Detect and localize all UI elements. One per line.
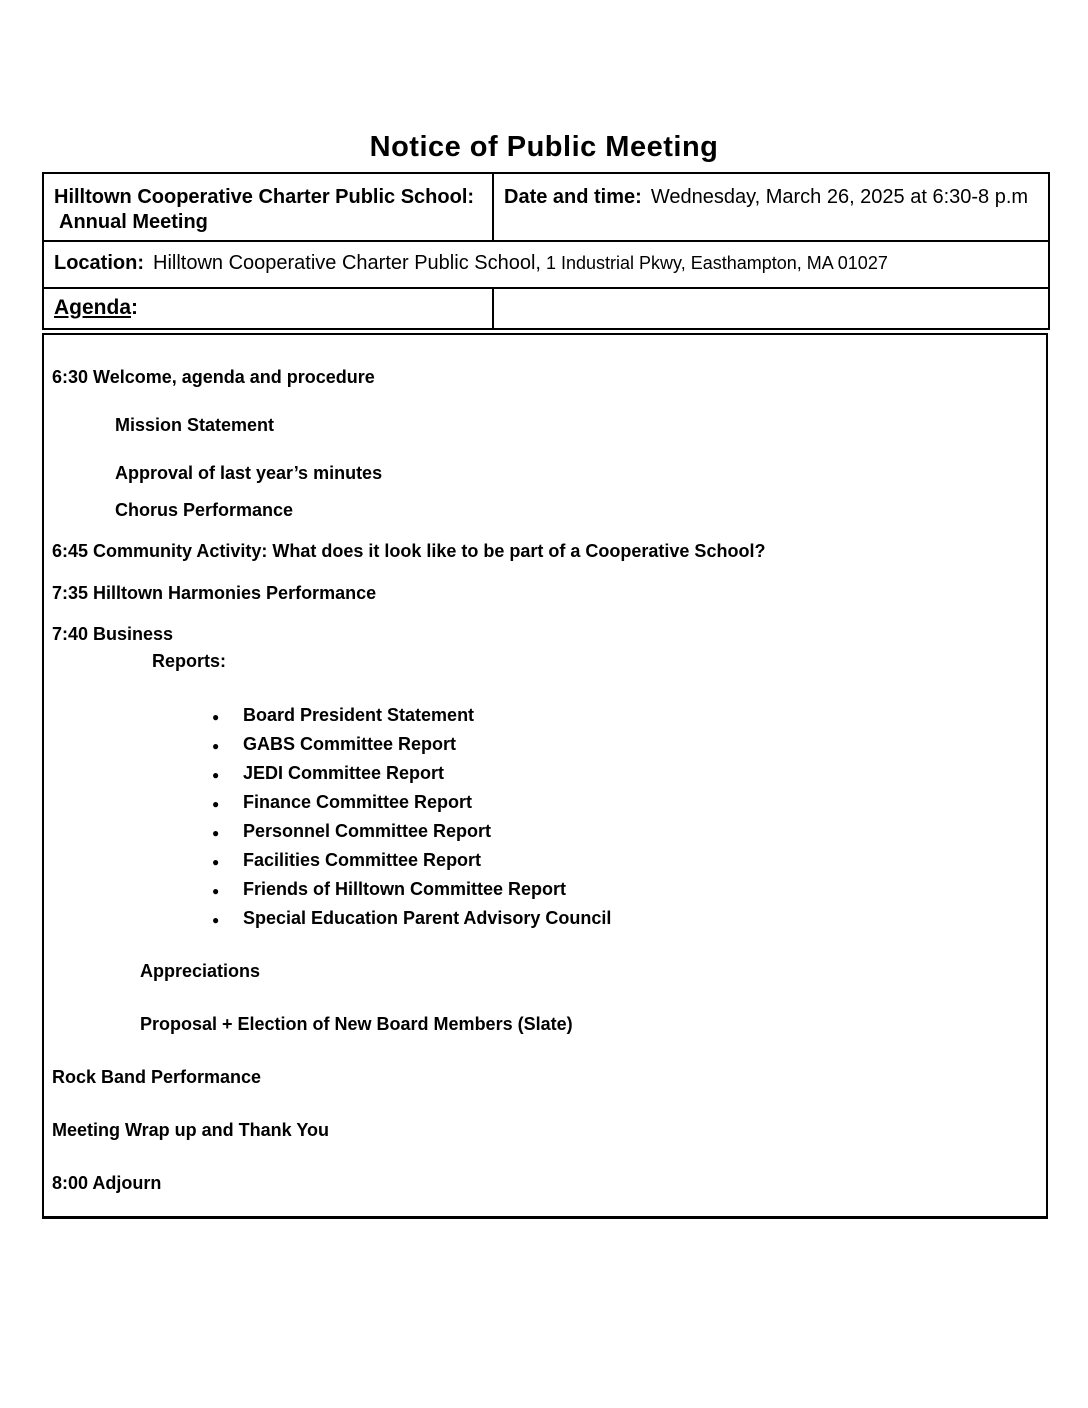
date-label: Date and time: xyxy=(504,186,642,208)
bullet-icon xyxy=(212,791,243,818)
agenda-reports-label: Reports: xyxy=(152,651,227,671)
org-subtitle: Annual Meeting xyxy=(59,211,208,233)
agenda-item-wrap-up: Meeting Wrap up and Thank You xyxy=(52,1120,330,1140)
location-label: Location: xyxy=(54,252,144,274)
org-cell xyxy=(43,173,493,241)
report-item xyxy=(44,818,1046,847)
report-item-label: Friends of Hilltown Committee Report xyxy=(243,879,567,899)
report-item xyxy=(44,702,1046,731)
agenda-item-rock-band: Rock Band Performance xyxy=(52,1067,262,1087)
report-item-label: GABS Committee Report xyxy=(243,734,457,754)
bullet-icon xyxy=(212,704,243,731)
agenda-item-approval: Approval of last year’s minutes xyxy=(115,463,383,483)
table-row-location xyxy=(43,241,1049,288)
org-name: Hilltown Cooperative Charter Public School: xyxy=(54,186,475,208)
agenda-item-community: 6:45 Community Activity: What does it look like to be part of a Cooperative School? xyxy=(52,541,766,561)
agenda-item-mission: Mission Statement xyxy=(115,415,275,435)
report-item xyxy=(44,847,1046,876)
agenda-item-chorus: Chorus Performance xyxy=(115,500,294,520)
table-row-header xyxy=(43,173,1049,241)
location-cell xyxy=(43,241,1049,288)
agenda-item-welcome: 6:30 Welcome, agenda and procedure xyxy=(52,367,375,387)
bullet-icon xyxy=(212,849,243,876)
agenda-item-adjourn: 8:00 Adjourn xyxy=(52,1173,162,1193)
report-item-label: Personnel Committee Report xyxy=(243,821,492,841)
bullet-icon xyxy=(212,733,243,760)
agenda-label: Agenda xyxy=(54,295,132,319)
agenda-body xyxy=(42,333,1048,1219)
agenda-label-cell xyxy=(43,288,493,329)
location-name: Hilltown Cooperative Charter Public School, xyxy=(153,252,541,274)
report-item-label: Finance Committee Report xyxy=(243,792,473,812)
bullet-icon xyxy=(212,820,243,847)
agenda-item-appreciations: Appreciations xyxy=(140,961,261,981)
agenda-item-business: 7:40 Business xyxy=(52,624,174,644)
reports-list xyxy=(44,702,1046,934)
agenda-colon: : xyxy=(131,295,139,319)
report-item-label: JEDI Committee Report xyxy=(243,763,445,783)
table-row-agenda xyxy=(43,288,1049,329)
agenda-item-harmonies: 7:35 Hilltown Harmonies Performance xyxy=(52,583,377,603)
location-address: 1 Industrial Pkwy, Easthampton, MA 01027 xyxy=(545,253,888,273)
bullet-icon xyxy=(212,762,243,789)
report-item xyxy=(44,905,1046,934)
report-item xyxy=(44,731,1046,760)
report-item-label: Board President Statement xyxy=(243,705,475,725)
report-item xyxy=(44,876,1046,905)
date-cell xyxy=(493,173,1049,241)
meeting-info-table xyxy=(42,172,1050,330)
report-item-label: Special Education Parent Advisory Council xyxy=(243,908,612,928)
agenda-item-proposal: Proposal + Election of New Board Members (Slate) xyxy=(140,1014,573,1034)
page-title: Notice of Public Meeting xyxy=(369,131,719,163)
bullet-icon xyxy=(212,907,243,934)
agenda-empty-cell xyxy=(493,288,1049,329)
report-item-label: Facilities Committee Report xyxy=(243,850,482,870)
report-item xyxy=(44,789,1046,818)
date-value: Wednesday, March 26, 2025 at 6:30-8 p.m xyxy=(650,186,1029,208)
bullet-icon xyxy=(212,878,243,905)
report-item xyxy=(44,760,1046,789)
